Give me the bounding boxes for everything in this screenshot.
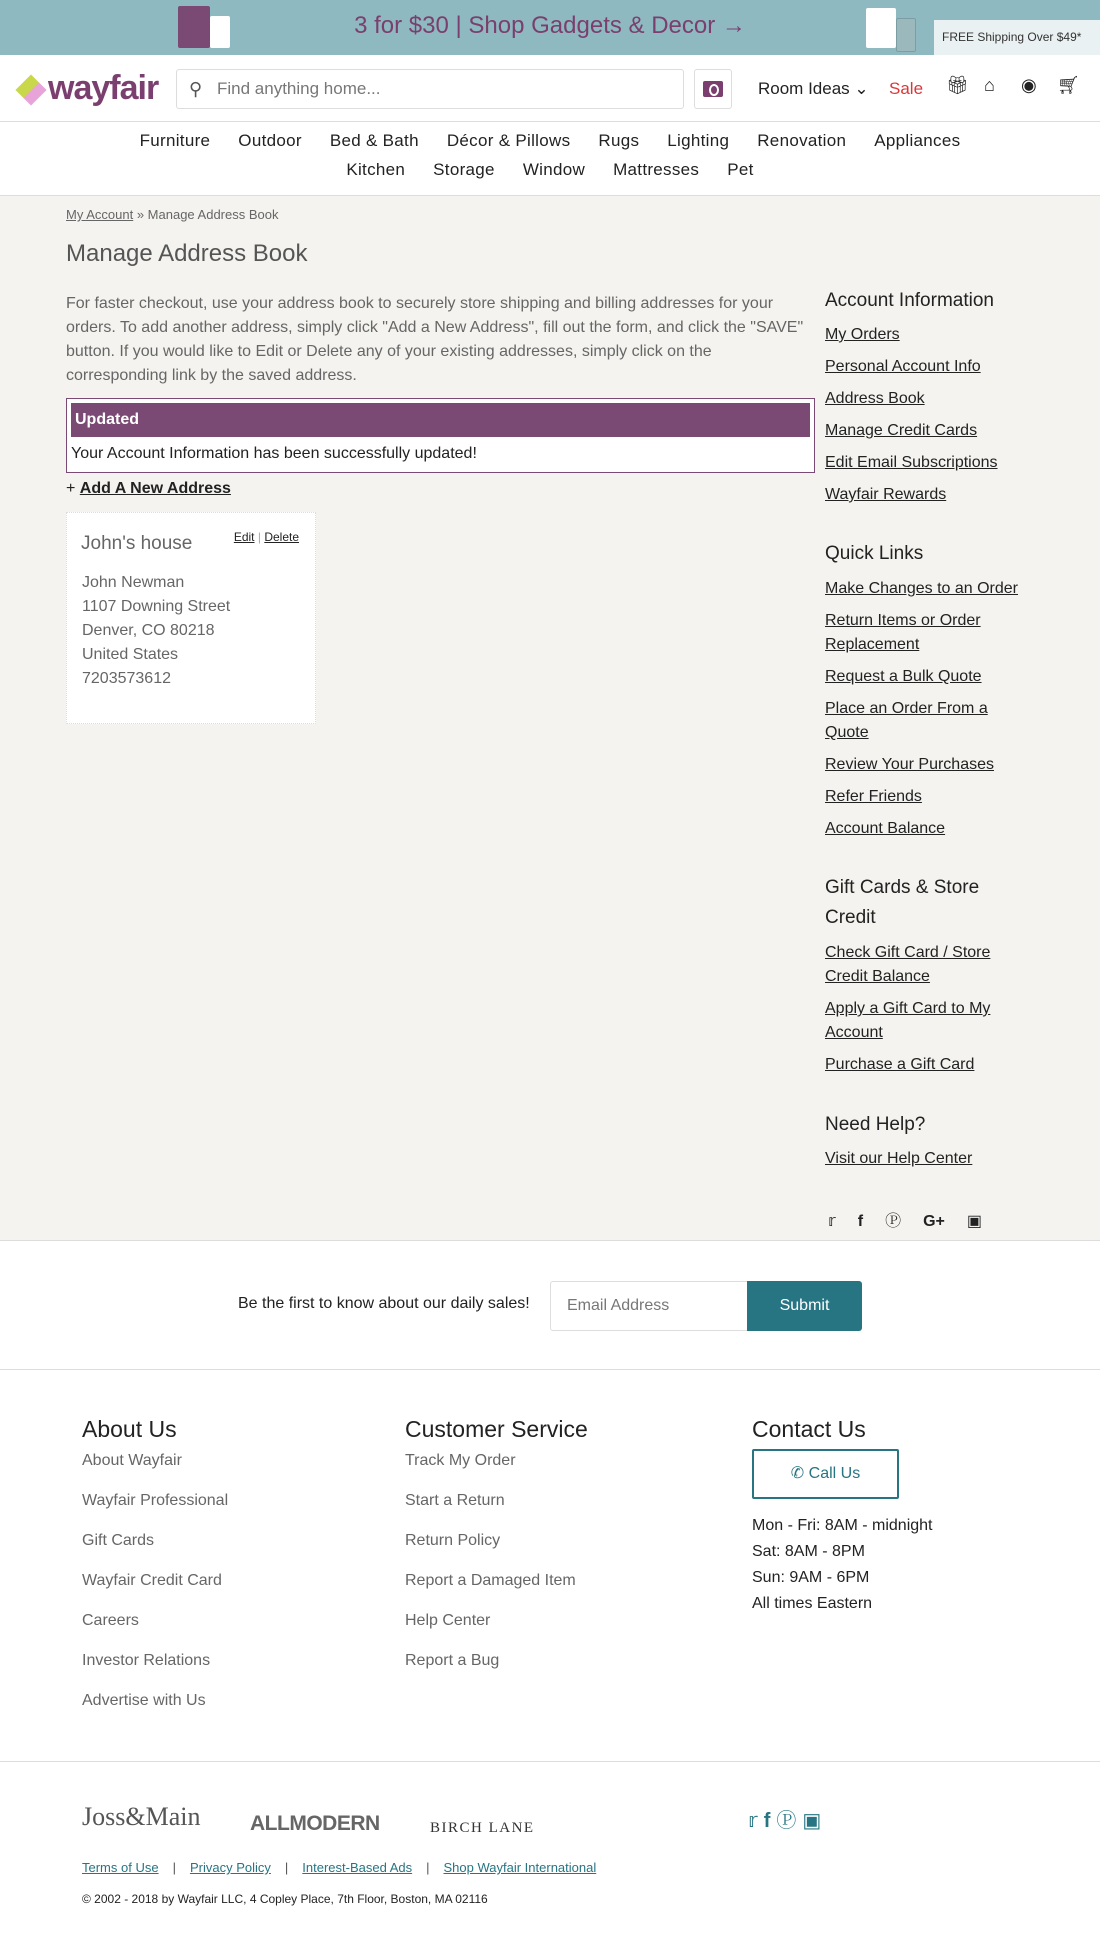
submit-button[interactable]: Submit — [747, 1281, 862, 1331]
nav-storage[interactable]: Storage — [433, 160, 495, 179]
footer-report-damaged[interactable]: Report a Damaged Item — [405, 1572, 576, 1589]
wayfair-logo[interactable] — [20, 69, 158, 108]
footer-social — [748, 1804, 827, 1833]
category-nav — [0, 122, 1100, 196]
quick-account-balance[interactable]: Account Balance — [825, 820, 946, 837]
cart-icon[interactable]: 🛒︎ — [1057, 75, 1080, 95]
plus-icon: + — [66, 480, 80, 497]
nav-mattresses[interactable]: Mattresses — [613, 160, 700, 179]
contact-heading: Contact Us — [752, 1416, 866, 1442]
address-street: 1107 Downing Street — [82, 598, 231, 615]
alert-title: Updated — [71, 403, 810, 437]
nav-outdoor[interactable]: Outdoor — [238, 131, 302, 150]
address-name: John Newman — [82, 574, 185, 591]
twitter-icon[interactable]: 𝕣 — [828, 1213, 836, 1230]
gift-purchase-card[interactable]: Purchase a Gift Card — [825, 1056, 975, 1073]
account-icon[interactable]: ◉ — [1021, 75, 1037, 95]
search-box — [176, 69, 684, 109]
nav-renovation[interactable]: Renovation — [757, 131, 847, 150]
address-label: John's house — [81, 533, 193, 554]
quick-review-purchases[interactable]: Review Your Purchases — [825, 756, 994, 773]
footer-about-wayfair[interactable]: About Wayfair — [82, 1452, 182, 1469]
birch-lane-logo[interactable]: BIRCH LANE — [430, 1820, 535, 1836]
nav-pet[interactable]: Pet — [727, 160, 754, 179]
newsletter-signup — [0, 1240, 1100, 1370]
facebook-icon[interactable]: f — [857, 1213, 864, 1230]
footer-track-order[interactable]: Track My Order — [405, 1452, 516, 1469]
facebook-icon[interactable]: f — [763, 1810, 771, 1832]
footer-professional[interactable]: Wayfair Professional — [82, 1492, 229, 1509]
edit-address-link[interactable]: Edit — [233, 530, 255, 544]
address-phone: 7203573612 — [82, 670, 171, 687]
quick-refer-friends[interactable]: Refer Friends — [825, 788, 922, 805]
hours-sunday: Sun: 9AM - 6PM — [752, 1569, 870, 1586]
address-card — [66, 512, 316, 724]
sidebar-email-subscriptions[interactable]: Edit Email Subscriptions — [825, 454, 998, 471]
terms-of-use-link[interactable]: Terms of Use — [82, 1860, 159, 1875]
legal-footer — [0, 1761, 1100, 1959]
footer-about — [82, 1416, 228, 1729]
nav-kitchen[interactable]: Kitchen — [346, 160, 406, 179]
quick-bulk-quote[interactable]: Request a Bulk Quote — [825, 668, 982, 685]
quick-order-from-quote[interactable]: Place an Order From a Quote — [825, 700, 988, 741]
nav-window[interactable]: Window — [522, 160, 586, 179]
interest-ads-link[interactable]: Interest-Based Ads — [302, 1860, 413, 1875]
need-help-heading: Need Help? — [825, 1114, 926, 1135]
breadcrumb-my-account[interactable]: My Account — [66, 207, 134, 222]
sidebar-address-book[interactable]: Address Book — [825, 390, 925, 407]
search-icon[interactable]: ⚲ — [189, 79, 203, 99]
footer-contact — [752, 1416, 932, 1617]
footer-customer-service — [405, 1416, 588, 1689]
address-city: Denver, CO 80218 — [82, 622, 215, 639]
footer-careers[interactable]: Careers — [82, 1612, 139, 1629]
sidebar-wayfair-rewards[interactable]: Wayfair Rewards — [825, 486, 947, 503]
nav-rugs[interactable]: Rugs — [598, 131, 640, 150]
promo-banner[interactable] — [0, 0, 1100, 55]
breadcrumb — [66, 207, 278, 222]
main-content — [0, 196, 1100, 1240]
promo-text[interactable]: 3 for $30 | Shop Gadgets & Decor → — [354, 12, 746, 39]
support-hours — [752, 1513, 932, 1617]
footer-gift-cards[interactable]: Gift Cards — [82, 1532, 155, 1549]
quick-links-heading: Quick Links — [825, 543, 924, 564]
header — [0, 55, 1100, 122]
add-address — [66, 480, 231, 498]
action-separator: | — [254, 530, 265, 544]
help-center-link[interactable]: Visit our Help Center — [825, 1150, 973, 1167]
hours-timezone: All times Eastern — [752, 1595, 873, 1612]
nav-bed-bath[interactable]: Bed & Bath — [329, 131, 419, 150]
nav-appliances[interactable]: Appliances — [874, 131, 961, 150]
customer-service-heading: Customer Service — [405, 1416, 588, 1442]
footer-advertise[interactable]: Advertise with Us — [82, 1692, 206, 1709]
breadcrumb-current: Manage Address Book — [147, 207, 279, 222]
privacy-policy-link[interactable]: Privacy Policy — [189, 1860, 271, 1875]
pinterest-icon[interactable]: Ⓟ — [776, 1810, 797, 1832]
footer-investor-relations[interactable]: Investor Relations — [82, 1652, 211, 1669]
nav-decor-pillows[interactable]: Décor & Pillows — [446, 131, 571, 150]
instagram-icon[interactable]: ▣ — [802, 1810, 822, 1832]
free-shipping-badge[interactable]: FREE Shipping Over $49* — [934, 20, 1100, 55]
twitter-icon[interactable]: 𝕣 — [748, 1810, 758, 1832]
breadcrumb-separator: » — [133, 207, 148, 222]
intro-text: For faster checkout, use your address book to securely store shipping and billing addresses for your orders. To add another address, simply click "Add a New Address", fill out the form, and click the "SAVE" button. If you would like to Edit or Delete any of your existing addresses, simply click on the corresponding link by the saved address. — [66, 295, 804, 384]
allmodern-logo[interactable]: ALLMODERN — [250, 1812, 380, 1835]
pinterest-icon[interactable]: Ⓟ — [885, 1213, 902, 1230]
page-title: Manage Address Book — [66, 240, 308, 267]
gift-check-balance[interactable]: Check Gift Card / Store Credit Balance — [825, 944, 991, 985]
logo-icon — [15, 74, 46, 105]
gift-apply-card[interactable]: Apply a Gift Card to My Account — [825, 1000, 991, 1041]
footer-credit-card[interactable]: Wayfair Credit Card — [82, 1572, 222, 1589]
success-alert — [66, 398, 815, 473]
joss-main-logo[interactable]: Joss&Main — [82, 1802, 201, 1831]
nav-lighting[interactable]: Lighting — [667, 131, 730, 150]
room-ideas-menu[interactable]: Room Ideas ⌄ — [758, 79, 869, 98]
sidebar-credit-cards[interactable]: Manage Credit Cards — [825, 422, 978, 439]
international-link[interactable]: Shop Wayfair International — [443, 1860, 597, 1875]
hours-saturday: Sat: 8AM - 8PM — [752, 1543, 865, 1560]
alert-message: Your Account Information has been successfully updated! — [71, 445, 477, 462]
address-country: United States — [82, 646, 179, 663]
hours-weekday: Mon - Fri: 8AM - midnight — [752, 1517, 933, 1534]
gift-icon[interactable]: 🎁︎ — [946, 75, 969, 95]
sidebar-personal-info[interactable]: Personal Account Info — [825, 358, 981, 375]
visual-search-button[interactable] — [694, 69, 732, 109]
home-heart-icon[interactable]: ⌂ — [984, 75, 995, 95]
instagram-icon[interactable]: ▣ — [966, 1213, 983, 1230]
google-plus-icon[interactable]: G+ — [923, 1213, 945, 1230]
footer-return-policy[interactable]: Return Policy — [405, 1532, 501, 1549]
newsletter-text: Be the first to know about our daily sales! — [238, 1295, 530, 1312]
social-links — [828, 1208, 1004, 1231]
logo-text: wayfair — [48, 69, 159, 107]
footer-start-return[interactable]: Start a Return — [405, 1492, 505, 1509]
gift-cards-heading: Gift Cards & Store Credit — [825, 877, 980, 928]
add-new-address-link[interactable]: Add A New Address — [79, 480, 231, 497]
phone-icon: ✆ — [790, 1465, 805, 1482]
nav-furniture[interactable]: Furniture — [139, 131, 211, 150]
footer-help-center[interactable]: Help Center — [405, 1612, 491, 1629]
camera-icon — [703, 81, 723, 97]
sidebar-my-orders[interactable]: My Orders — [825, 326, 900, 343]
delete-address-link[interactable]: Delete — [264, 530, 299, 544]
copyright: © 2002 - 2018 by Wayfair LLC, 4 Copley Place, 7th Floor, Boston, MA 02116 — [82, 1892, 488, 1906]
call-us-button[interactable] — [752, 1449, 899, 1499]
sale-link[interactable]: Sale — [889, 79, 924, 98]
account-info-heading: Account Information — [825, 290, 994, 311]
quick-change-order[interactable]: Make Changes to an Order — [825, 580, 1018, 597]
about-heading: About Us — [82, 1416, 177, 1442]
legal-links: Terms of Use | Privacy Policy | Interest-Based Ads | Shop Wayfair International — [82, 1860, 597, 1875]
call-us-label: Call Us — [808, 1465, 861, 1482]
email-input[interactable] — [550, 1281, 748, 1331]
quick-return-items[interactable]: Return Items or Order Replacement — [825, 612, 981, 653]
address-lines — [82, 571, 230, 691]
footer-report-bug[interactable]: Report a Bug — [405, 1652, 500, 1669]
search-input[interactable] — [217, 70, 677, 108]
address-actions — [234, 530, 299, 544]
